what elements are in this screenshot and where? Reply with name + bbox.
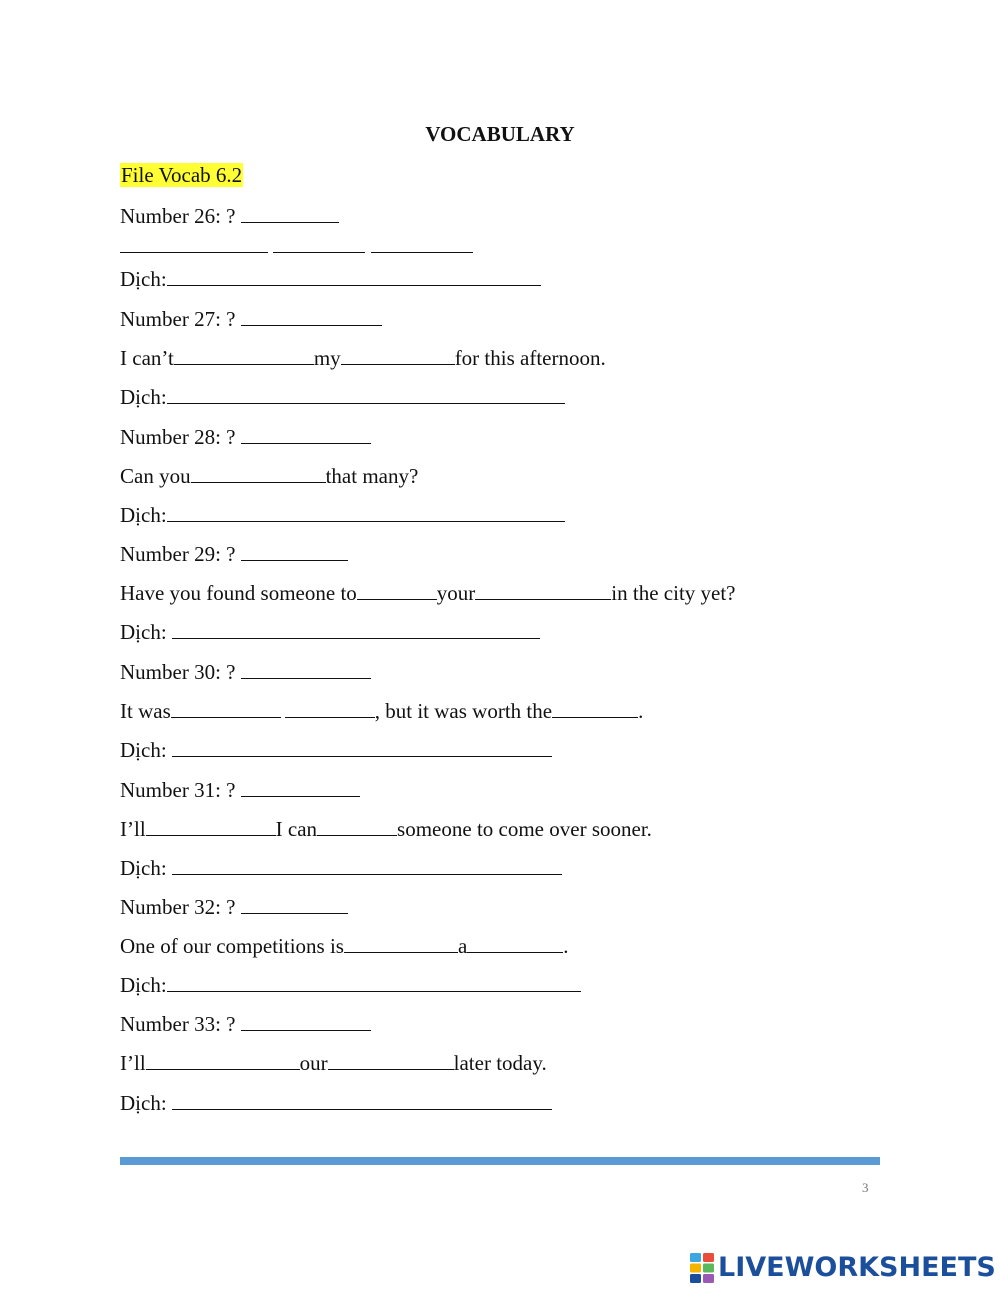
- translation-blank[interactable]: [167, 972, 581, 992]
- question-32-label: Number 32: ?: [120, 894, 348, 920]
- translation-line: Dịch:: [120, 855, 562, 881]
- liveworksheets-logo-icon: [690, 1253, 714, 1283]
- answer-blank[interactable]: [317, 816, 397, 836]
- translation-blank[interactable]: [172, 737, 552, 757]
- answer-blank[interactable]: [241, 659, 371, 679]
- translation-blank[interactable]: [167, 266, 541, 286]
- question-26-label: Number 26: ?: [120, 203, 339, 229]
- answer-blank[interactable]: [371, 233, 473, 253]
- question-27-label: Number 27: ?: [120, 306, 382, 332]
- footer-rule: [120, 1157, 880, 1165]
- translation-blank[interactable]: [172, 1090, 552, 1110]
- translation-line: Dịch:: [120, 972, 581, 998]
- answer-blank[interactable]: [357, 580, 437, 600]
- answer-blank[interactable]: [120, 233, 268, 253]
- answer-blank[interactable]: [328, 1050, 454, 1070]
- translation-line: Dịch:: [120, 737, 552, 763]
- answer-blank[interactable]: [241, 306, 382, 326]
- answer-blank[interactable]: [171, 698, 281, 718]
- answer-blank[interactable]: [191, 463, 326, 483]
- answer-blank[interactable]: [241, 203, 339, 223]
- question-33-sentence: I’ll our later today.: [120, 1051, 547, 1075]
- file-label: [120, 162, 243, 188]
- answer-blank[interactable]: [174, 345, 314, 365]
- answer-blank[interactable]: [241, 541, 348, 561]
- answer-blank[interactable]: [341, 345, 455, 365]
- file-label-highlight: File Vocab 6.2: [121, 163, 243, 187]
- question-30-sentence: It was , but it was worth the .: [120, 699, 644, 723]
- page-number: 3: [862, 1180, 869, 1195]
- question-28-label: Number 28: ?: [120, 424, 371, 450]
- translation-line: Dịch:: [120, 266, 541, 292]
- answer-blank[interactable]: [552, 698, 638, 718]
- question-29-sentence: Have you found someone to your in the city yet?: [120, 581, 736, 605]
- answer-blank[interactable]: [241, 424, 371, 444]
- translation-line: Dịch:: [120, 384, 565, 410]
- answer-blank[interactable]: [241, 894, 348, 914]
- translation-line: Dịch:: [120, 1090, 552, 1116]
- answer-blank[interactable]: [146, 816, 276, 836]
- page-title: VOCABULARY: [425, 122, 575, 146]
- question-32-sentence: One of our competitions is a .: [120, 934, 569, 958]
- question-31-sentence: I’ll I can someone to come over sooner.: [120, 817, 652, 841]
- translation-blank[interactable]: [167, 502, 565, 522]
- brand-logo: [690, 1252, 996, 1283]
- answer-blank[interactable]: [344, 933, 458, 953]
- question-30-label: Number 30: ?: [120, 659, 371, 685]
- answer-blank[interactable]: [146, 1050, 300, 1070]
- question-31-label: Number 31: ?: [120, 777, 360, 803]
- answer-blank[interactable]: [273, 233, 365, 253]
- translation-blank[interactable]: [172, 619, 540, 639]
- answer-blank[interactable]: [241, 777, 360, 797]
- answer-blank[interactable]: [285, 698, 375, 718]
- question-26-sentence: [120, 233, 473, 259]
- translation-blank[interactable]: [172, 855, 562, 875]
- translation-line: Dịch:: [120, 619, 540, 645]
- question-29-label: Number 29: ?: [120, 541, 348, 567]
- answer-blank[interactable]: [467, 933, 563, 953]
- question-33-label: Number 33: ?: [120, 1011, 371, 1037]
- brand-name: LIVEWORKSHEETS: [718, 1252, 996, 1283]
- question-27-sentence: I can’t my for this afternoon.: [120, 346, 606, 370]
- answer-blank[interactable]: [475, 580, 611, 600]
- answer-blank[interactable]: [241, 1011, 371, 1031]
- translation-blank[interactable]: [167, 384, 565, 404]
- question-28-sentence: Can you that many?: [120, 464, 419, 488]
- translation-line: Dịch:: [120, 502, 565, 528]
